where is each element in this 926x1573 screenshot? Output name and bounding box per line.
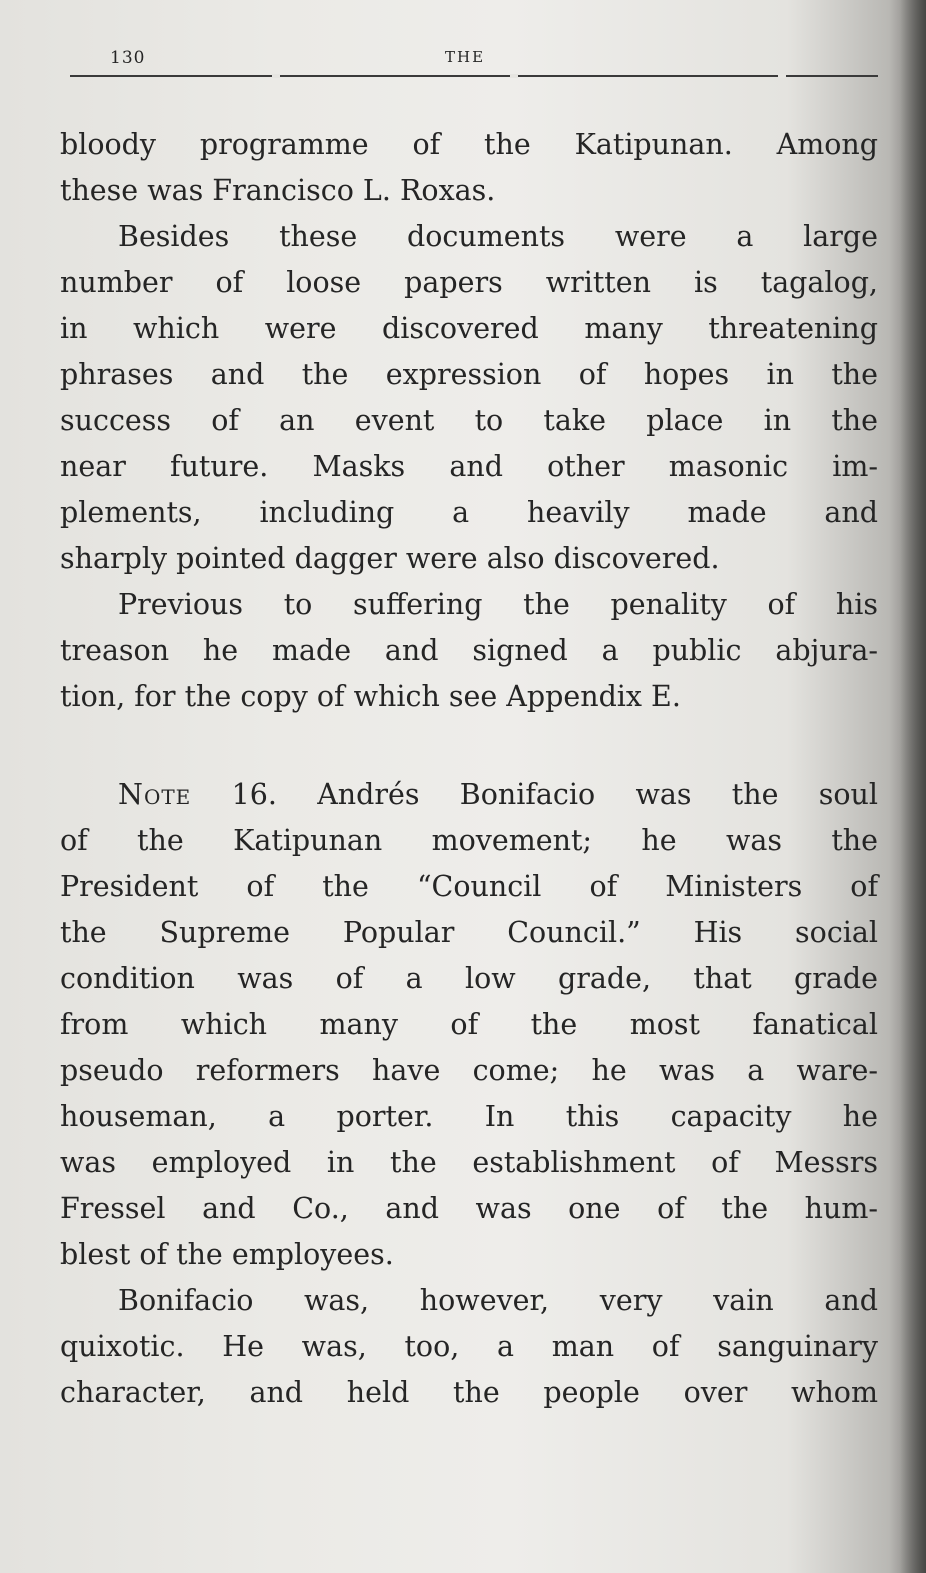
text-line: of the Katipunan movement; he was the [60,824,878,857]
note-first-line: 16. Andrés Bonifacio was the soul [191,778,878,811]
header-rule [70,75,878,77]
paragraph-abjuration [60,582,878,720]
text-line: success of an event to take place in the [60,404,878,437]
text-line: these was Francisco L. Roxas. [60,174,496,207]
text-line: phrases and the expression of hopes in the [60,358,878,391]
text-line: condition was of a low grade, that grade [60,962,878,995]
paragraph-katipunan-programme [60,122,878,214]
text-line: quixotic. He was, too, a man of sanguinary [60,1330,878,1363]
text-line: number of loose papers written is tagalog, [60,266,878,299]
text-line: treason he made and signed a public abjura- [60,634,878,667]
header-rule-break [272,74,280,78]
paragraph-loose-papers [60,214,878,582]
text-line: houseman, a porter. In this capacity he [60,1100,878,1133]
note-label: Note [118,778,192,811]
text-line: Fressel and Co., and was one of the hum- [60,1192,878,1225]
paragraph-bonifacio-character [60,1278,878,1416]
text-line: President of the “Council of Ministers of [60,870,878,903]
text-line: Previous to suffering the penality of his [118,588,878,621]
text-line: near future. Masks and other masonic im- [60,450,878,483]
text-line: Bonifacio was, however, very vain and [118,1284,878,1317]
text-line: was employed in the establishment of Messrs [60,1146,878,1179]
running-title: THE [445,48,486,66]
text-line: in which were discovered many threatening [60,312,878,345]
text-line: the Supreme Popular Council.” His social [60,916,878,949]
text-line [60,772,878,818]
text-line: pseudo reformers have come; he was a ware- [60,1054,878,1087]
header-rule-break [778,74,786,78]
text-line: tion, for the copy of which see Appendix E. [60,680,681,713]
header-rule-break [510,74,518,78]
text-line: sharply pointed dagger were also discovered. [60,542,720,575]
text-line: plements, including a heavily made and [60,496,878,529]
text-line: from which many of the most fanatical [60,1008,878,1041]
section-gap [60,720,878,772]
text-line: Besides these documents were a large [118,220,878,253]
body-text [60,122,878,1416]
text-line: character, and held the people over whom [60,1376,878,1409]
text-line: blest of the employees. [60,1238,394,1271]
text-line: bloody programme of the Katipunan. Among [60,128,878,161]
note-16 [60,772,878,1278]
running-head [70,48,878,78]
page-number: 130 [110,48,146,68]
